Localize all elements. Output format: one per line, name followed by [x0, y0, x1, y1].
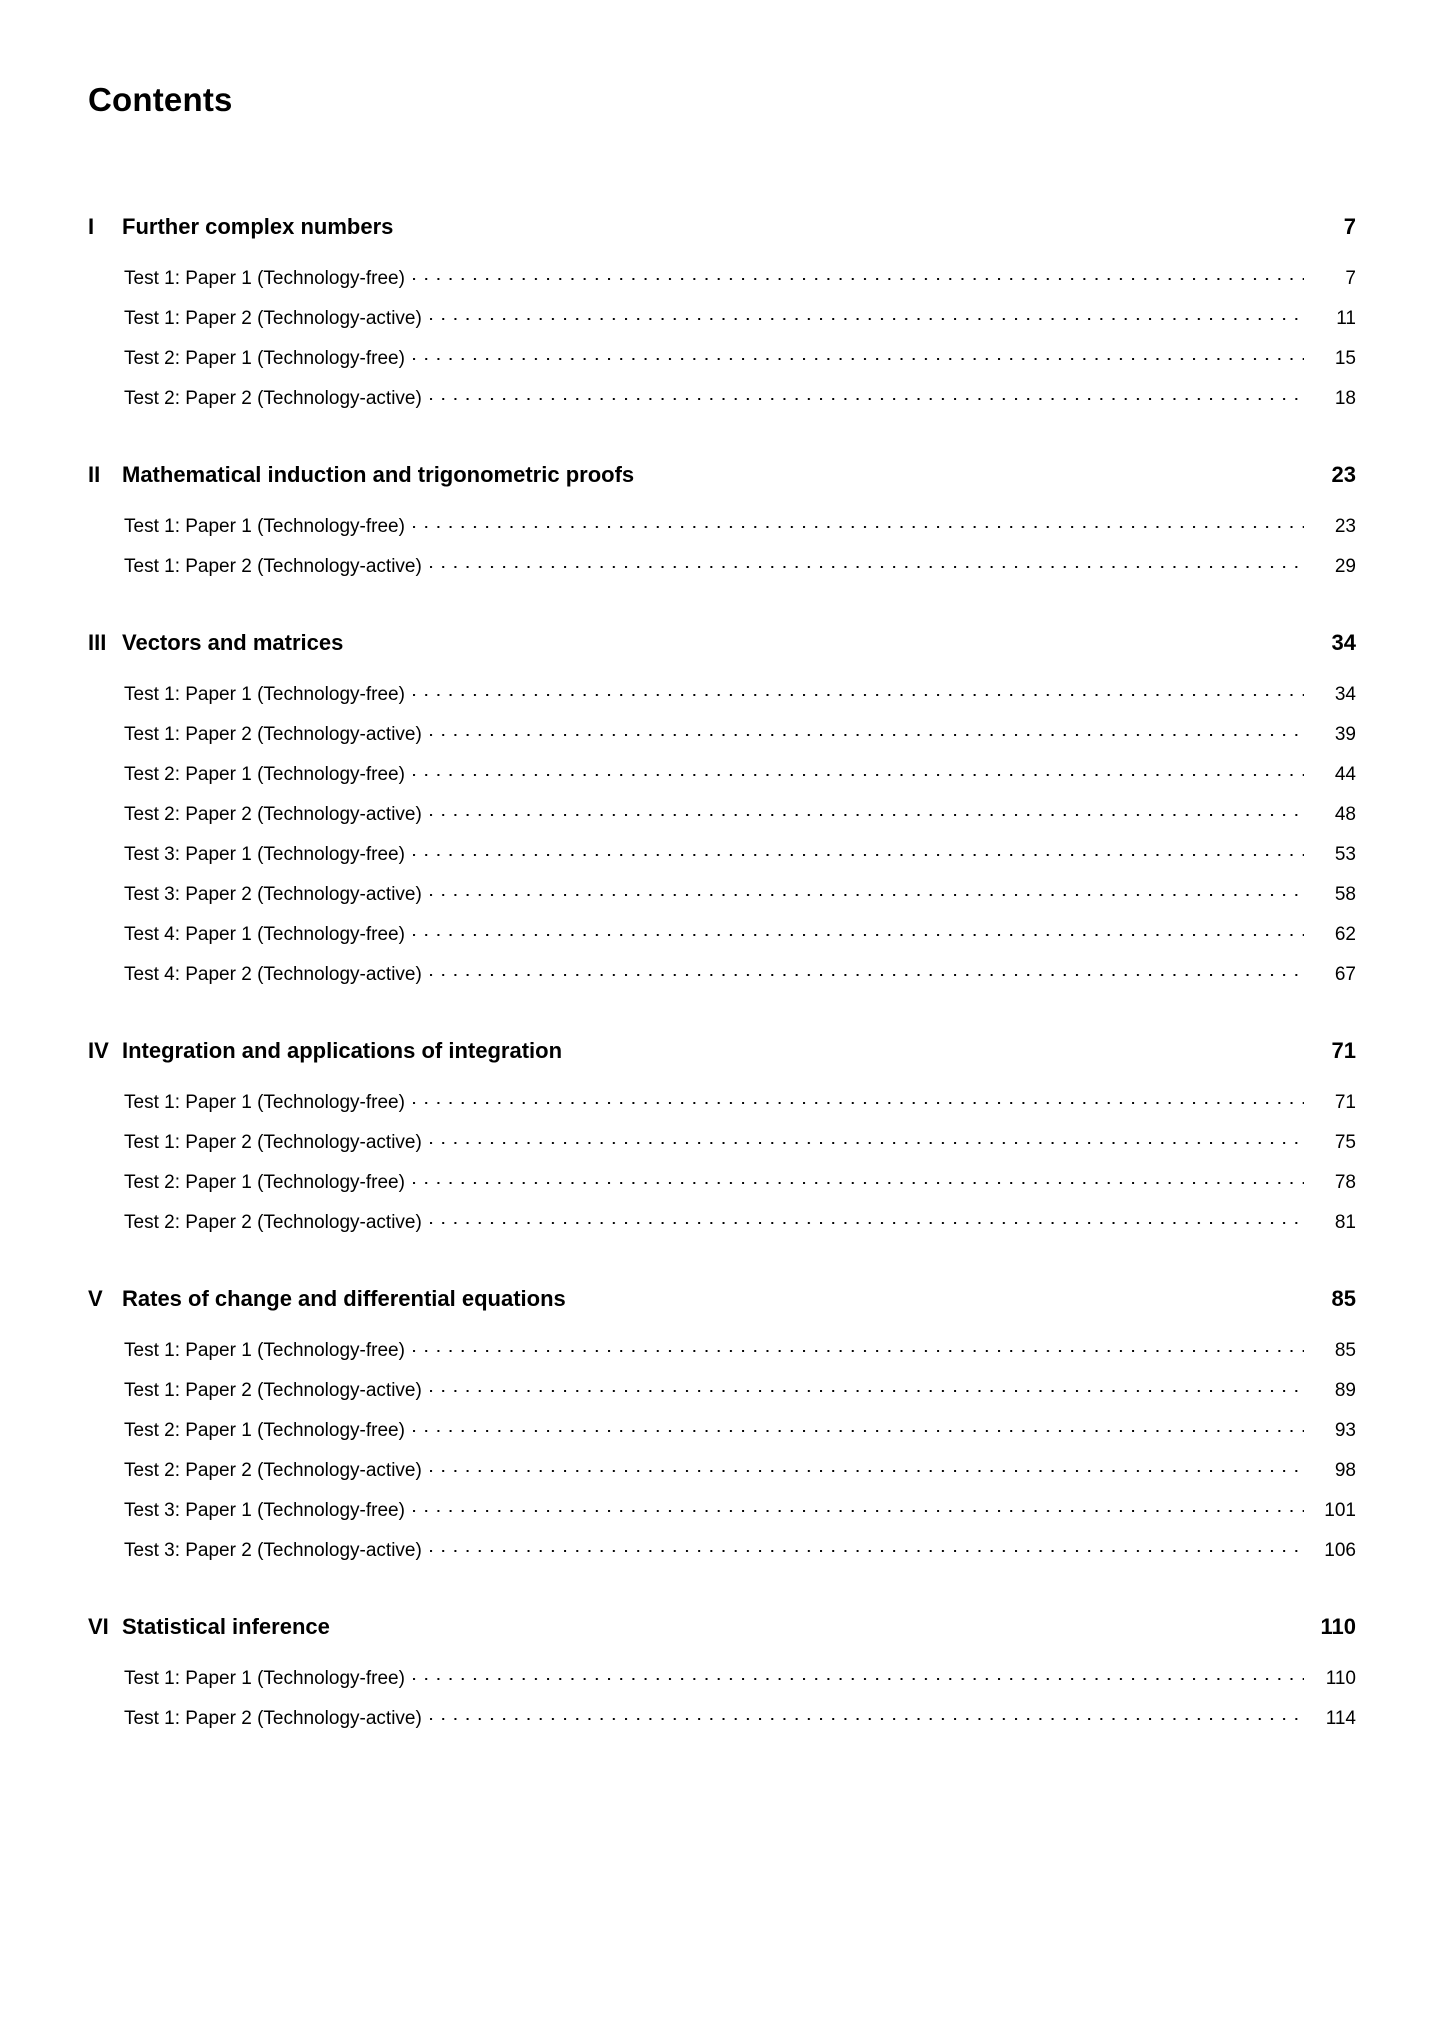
toc-entry-label: Test 1: Paper 2 (Technology-active): [124, 307, 422, 329]
dot-leader: [413, 1417, 1304, 1436]
dot-leader: [413, 761, 1304, 780]
toc-part-header[interactable]: [88, 1614, 1360, 1640]
toc-entry-page-number: 15: [1334, 347, 1356, 369]
toc-entry-label: Test 3: Paper 2 (Technology-active): [124, 1539, 422, 1561]
toc-entry-label: Test 1: Paper 1 (Technology-free): [124, 267, 405, 289]
dot-leader: [430, 553, 1304, 572]
toc-part-header[interactable]: [88, 630, 1360, 656]
toc-entry-label: Test 2: Paper 2 (Technology-active): [124, 1211, 422, 1233]
toc-entry-page-number: 29: [1334, 555, 1356, 577]
toc-part-page-number: 7: [1343, 214, 1356, 240]
toc-entry-list: [88, 672, 1360, 992]
toc-entry-list: [88, 1080, 1360, 1240]
toc-part: [88, 630, 1360, 992]
dot-leader: [413, 1337, 1304, 1356]
toc-entry-list: [88, 1656, 1360, 1736]
toc-entry-list: [88, 256, 1360, 416]
toc-entry-label: Test 1: Paper 2 (Technology-active): [124, 1131, 422, 1153]
toc-entry-label: Test 1: Paper 2 (Technology-active): [124, 555, 422, 577]
dot-leader: [430, 305, 1304, 324]
toc-part-title: Vectors and matrices: [122, 630, 344, 656]
toc-entry[interactable]: [124, 376, 1360, 416]
toc-entry-label: Test 1: Paper 2 (Technology-active): [124, 1379, 422, 1401]
dot-leader: [430, 1457, 1304, 1476]
toc-entry-page-number: 23: [1334, 515, 1356, 537]
toc-part-numeral: IV: [88, 1038, 109, 1064]
toc-part: [88, 1038, 1360, 1240]
toc-entry[interactable]: [124, 1160, 1360, 1200]
toc-part-numeral: II: [88, 462, 101, 488]
toc-entry-list: [88, 1328, 1360, 1568]
toc-entry-page-number: 106: [1324, 1539, 1356, 1561]
toc-entry-page-number: 89: [1334, 1379, 1356, 1401]
toc-entry-label: Test 3: Paper 1 (Technology-free): [124, 1499, 405, 1521]
toc-entry-label: Test 2: Paper 1 (Technology-free): [124, 763, 405, 785]
toc-entry-label: Test 1: Paper 1 (Technology-free): [124, 683, 405, 705]
toc-part: [88, 1286, 1360, 1568]
toc-entry[interactable]: [124, 1528, 1360, 1568]
dot-leader: [430, 1377, 1304, 1396]
dot-leader: [430, 721, 1304, 740]
toc-entry-label: Test 2: Paper 2 (Technology-active): [124, 803, 422, 825]
toc-entry-label: Test 1: Paper 1 (Technology-free): [124, 1091, 405, 1113]
dot-leader: [413, 1169, 1304, 1188]
toc-entry-label: Test 3: Paper 1 (Technology-free): [124, 843, 405, 865]
toc-entry[interactable]: [124, 504, 1360, 544]
toc-entry[interactable]: [124, 296, 1360, 336]
toc-part-numeral: VI: [88, 1614, 109, 1640]
dot-leader: [413, 681, 1304, 700]
toc-entry-page-number: 62: [1334, 923, 1356, 945]
toc-entry[interactable]: [124, 1200, 1360, 1240]
dot-leader: [413, 841, 1304, 860]
toc-entry-page-number: 78: [1334, 1171, 1356, 1193]
toc-entry[interactable]: [124, 1488, 1360, 1528]
toc-content-area: [88, 82, 1360, 1736]
dot-leader: [413, 1497, 1304, 1516]
dot-leader: [430, 881, 1304, 900]
toc-entry-page-number: 18: [1334, 387, 1356, 409]
toc-entry-page-number: 7: [1345, 267, 1356, 289]
toc-entry-label: Test 2: Paper 2 (Technology-active): [124, 387, 422, 409]
toc-entry[interactable]: [124, 752, 1360, 792]
toc-part-title: Rates of change and differential equations: [122, 1286, 566, 1312]
toc-part: [88, 462, 1360, 584]
toc-entry-page-number: 101: [1324, 1499, 1356, 1521]
toc-part-numeral: V: [88, 1286, 103, 1312]
dot-leader: [430, 1129, 1304, 1148]
toc-entry-page-number: 39: [1334, 723, 1356, 745]
toc-entry-label: Test 3: Paper 2 (Technology-active): [124, 883, 422, 905]
toc-entry[interactable]: [124, 1448, 1360, 1488]
toc-entry[interactable]: [124, 1408, 1360, 1448]
toc-entry-label: Test 2: Paper 2 (Technology-active): [124, 1459, 422, 1481]
toc-entry-label: Test 1: Paper 1 (Technology-free): [124, 1667, 405, 1689]
toc-entry-page-number: 85: [1334, 1339, 1356, 1361]
toc-entry-label: Test 1: Paper 2 (Technology-active): [124, 1707, 422, 1729]
toc-entry-page-number: 48: [1334, 803, 1356, 825]
toc-entry-label: Test 2: Paper 1 (Technology-free): [124, 1171, 405, 1193]
dot-leader: [430, 1209, 1304, 1228]
dot-leader: [413, 345, 1304, 364]
toc-parts-list: [88, 214, 1360, 1736]
toc-entry[interactable]: [124, 832, 1360, 872]
toc-part-header[interactable]: [88, 1286, 1360, 1312]
toc-part-numeral: I: [88, 214, 95, 240]
dot-leader: [430, 1537, 1304, 1556]
toc-part: [88, 1614, 1360, 1736]
dot-leader: [430, 385, 1304, 404]
toc-entry-list: [88, 504, 1360, 584]
toc-entry[interactable]: [124, 1368, 1360, 1408]
dot-leader: [413, 1665, 1304, 1684]
toc-entry-label: Test 1: Paper 1 (Technology-free): [124, 515, 405, 537]
toc-entry-page-number: 75: [1334, 1131, 1356, 1153]
toc-entry-page-number: 53: [1334, 843, 1356, 865]
toc-part-header[interactable]: [88, 462, 1360, 488]
dot-leader: [430, 1705, 1304, 1724]
toc-entry[interactable]: [124, 544, 1360, 584]
toc-part-title: Further complex numbers: [122, 214, 394, 240]
toc-part-numeral: III: [88, 630, 107, 656]
toc-entry-page-number: 114: [1325, 1707, 1356, 1729]
toc-entry[interactable]: [124, 1328, 1360, 1368]
dot-leader: [413, 1089, 1304, 1108]
toc-entry[interactable]: [124, 712, 1360, 752]
toc-entry-page-number: 67: [1334, 963, 1356, 985]
toc-entry-page-number: 81: [1334, 1211, 1356, 1233]
toc-entry[interactable]: [124, 1120, 1360, 1160]
toc-part-title: Mathematical induction and trigonometric proofs: [122, 462, 635, 488]
toc-entry[interactable]: [124, 792, 1360, 832]
toc-entry[interactable]: [124, 336, 1360, 376]
toc-entry-page-number: 58: [1334, 883, 1356, 905]
toc-entry[interactable]: [124, 912, 1360, 952]
dot-leader: [413, 513, 1304, 532]
toc-part: [88, 214, 1360, 416]
toc-part-page-number: 110: [1320, 1614, 1356, 1640]
toc-part-title: Statistical inference: [122, 1614, 330, 1640]
page-title: Contents: [88, 81, 233, 118]
toc-entry-page-number: 93: [1334, 1419, 1356, 1441]
toc-entry-page-number: 11: [1336, 307, 1356, 329]
toc-entry-label: Test 4: Paper 1 (Technology-free): [124, 923, 405, 945]
toc-entry-page-number: 44: [1334, 763, 1356, 785]
dot-leader: [430, 801, 1304, 820]
toc-entry-label: Test 4: Paper 2 (Technology-active): [124, 963, 422, 985]
toc-entry-label: Test 1: Paper 2 (Technology-active): [124, 723, 422, 745]
toc-entry[interactable]: [124, 1656, 1360, 1696]
toc-part-page-number: 34: [1331, 630, 1356, 656]
toc-entry[interactable]: [124, 952, 1360, 992]
toc-entry-page-number: 71: [1334, 1091, 1356, 1113]
dot-leader: [413, 921, 1304, 940]
toc-entry[interactable]: [124, 672, 1360, 712]
toc-entry-label: Test 1: Paper 1 (Technology-free): [124, 1339, 405, 1361]
toc-entry-label: Test 2: Paper 1 (Technology-free): [124, 1419, 405, 1441]
dot-leader: [430, 961, 1304, 980]
toc-entry-label: Test 2: Paper 1 (Technology-free): [124, 347, 405, 369]
toc-entry[interactable]: [124, 1080, 1360, 1120]
toc-part-page-number: 23: [1331, 462, 1356, 488]
toc-part-page-number: 71: [1331, 1038, 1356, 1064]
toc-entry[interactable]: [124, 872, 1360, 912]
toc-part-header[interactable]: [88, 1038, 1360, 1064]
toc-entry-page-number: 98: [1334, 1459, 1356, 1481]
toc-part-title: Integration and applications of integration: [122, 1038, 563, 1064]
toc-entry-page-number: 110: [1325, 1667, 1356, 1689]
toc-entry[interactable]: [124, 256, 1360, 296]
toc-entry[interactable]: [124, 1696, 1360, 1736]
toc-entry-page-number: 34: [1334, 683, 1356, 705]
toc-part-header[interactable]: [88, 214, 1360, 240]
dot-leader: [413, 265, 1304, 284]
toc-part-page-number: 85: [1331, 1286, 1356, 1312]
